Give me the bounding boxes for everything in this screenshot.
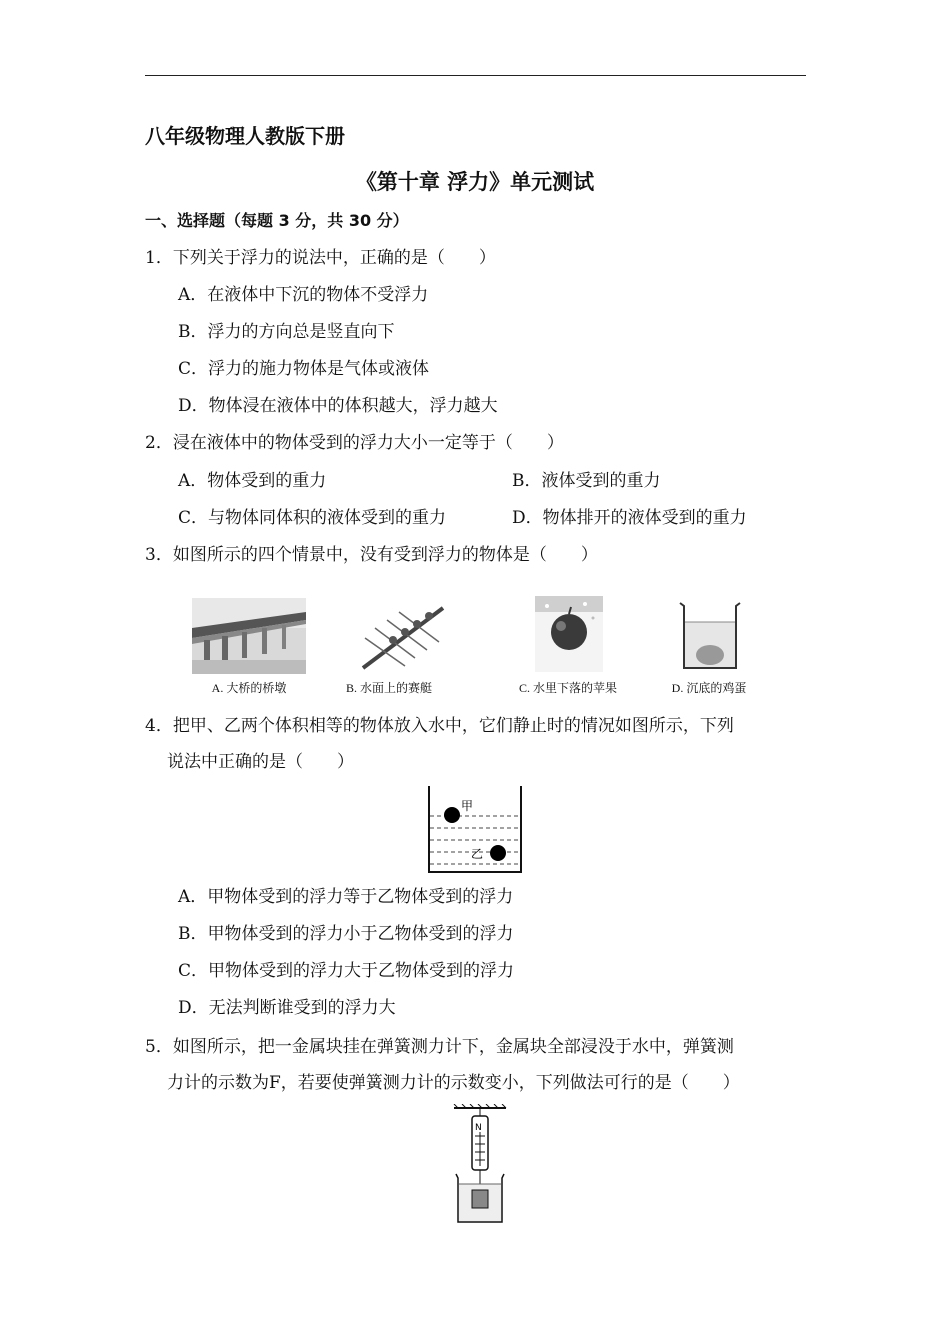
q5-stem-line1: 5．如图所示，把一金属块挂在弹簧测力计下，金属块全部浸没于水中，弹簧测 [145,1037,734,1057]
rowing-boat-image [355,598,450,674]
header-rule [145,75,806,76]
q2-option-d: D．物体排开的液体受到的重力 [512,508,747,528]
section-heading: 一、选择题（每题 3 分，共 30 分） [145,211,409,230]
q3-caption-a: A. 大桥的桥墩 [211,681,287,695]
document-title: 《第十章 浮力》单元测试 [355,170,595,194]
label-yi: 乙 [471,847,484,861]
spring-scale-diagram [448,1104,512,1226]
grade-title: 八年级物理人教版下册 [145,124,345,148]
q4-option-c: C．甲物体受到的浮力大于乙物体受到的浮力 [178,961,515,981]
q1-option-c: C．浮力的施力物体是气体或液体 [178,359,430,379]
q3-caption-b: B. 水面上的赛艇 [345,681,432,695]
q4-option-d: D．无法判断谁受到的浮力大 [178,998,396,1018]
label-jia: 甲 [461,799,474,813]
q2-stem: 2．浸在液体中的物体受到的浮力大小一定等于（ ） [145,433,564,453]
q4-stem-line1: 4．把甲、乙两个体积相等的物体放入水中，它们静止时的情况如图所示，下列 [145,716,734,736]
bridge-pier-image [192,598,306,674]
q4-stem-line2: 说法中正确的是（ ） [167,752,354,772]
q1-option-b: B．浮力的方向总是竖直向下 [178,322,395,342]
q4-option-b: B．甲物体受到的浮力小于乙物体受到的浮力 [178,924,514,944]
q3-caption-d: D. 沉底的鸡蛋 [671,681,747,695]
q5-stem-line2: 力计的示数为F，若要使弹簧测力计的示数变小，下列做法可行的是（ ） [167,1073,740,1093]
apple-in-water-image [535,596,603,672]
q2-option-c: C．与物体同体积的液体受到的重力 [178,508,447,528]
q3-caption-c: C. 水里下落的苹果 [518,681,617,695]
q4-option-a: A．甲物体受到的浮力等于乙物体受到的浮力 [178,887,514,907]
q1-stem: 1．下列关于浮力的说法中，正确的是（ ） [145,248,496,268]
q2-option-a: A．物体受到的重力 [178,471,327,491]
q2-option-b: B．液体受到的重力 [512,471,661,491]
egg-in-beaker-image [676,600,744,672]
container-water-diagram [425,784,525,876]
q3-stem: 3．如图所示的四个情景中，没有受到浮力的物体是（ ） [145,545,598,565]
scale-unit-label: N [475,1123,482,1133]
q1-option-d: D．物体浸在液体中的体积越大，浮力越大 [178,396,498,416]
q1-option-a: A．在液体中下沉的物体不受浮力 [178,285,429,305]
